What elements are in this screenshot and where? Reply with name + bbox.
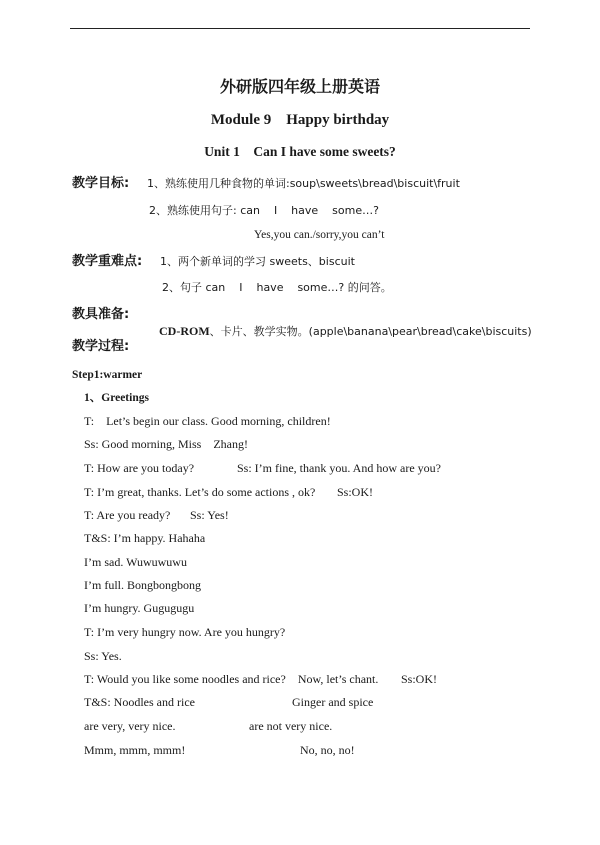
header-rule (70, 28, 530, 29)
chant-line: are not very nice. (249, 719, 333, 733)
unit-title: Unit 1 Can I have some sweets? (204, 144, 396, 159)
dialogue-line: T&S: I’m happy. Hahaha (84, 531, 206, 545)
dialogue-line: Ss: I’m fine, thank you. And how are you? (237, 461, 441, 475)
dialogue-line: I’m hungry. Gugugugu (84, 601, 195, 615)
dialogue-line: T: Are you ready? (84, 508, 171, 522)
difficulties-item-2: 2、句子 can I have some…? 的问答。 (162, 281, 392, 294)
dialogue-line: T: I’m great, thanks. Let’s do some actions , ok? (84, 485, 316, 499)
chant-line: are very, very nice. (84, 719, 176, 733)
dialogue-line: Ss:OK! (337, 485, 374, 499)
dialogue-line: T: How are you today? (84, 461, 195, 475)
difficulties-item-1: 1、两个新单词的学习 sweets、biscuit (160, 255, 355, 268)
materials-label: 教具准备: (72, 307, 130, 322)
document-title: 外研版四年级上册英语 (219, 77, 380, 96)
chant-line: Mmm, mmm, mmm! (84, 743, 186, 757)
process-label: 教学过程: (72, 339, 130, 354)
materials-cdrom: CD-ROM (159, 324, 210, 338)
goals-item-1: 1、熟练使用几种食物的单词:soup\sweets\bread\biscuit\fruit (147, 177, 460, 190)
goals-label: 教学目标: (72, 176, 130, 191)
dialogue-line: Ss: Yes! (190, 508, 229, 522)
chant-line: No, no, no! (300, 743, 355, 757)
difficulties-label: 教学重难点: (72, 254, 143, 269)
chant-line: T&S: Noodles and rice (84, 695, 195, 709)
goals-item-2: 2、熟练使用句子: can I have some…? (149, 204, 379, 217)
dialogue-line: I’m full. Bongbongbong (84, 578, 201, 592)
dialogue-line: I’m sad. Wuwuwuwu (84, 555, 187, 569)
dialogue-line: Ss: Yes. (84, 649, 122, 663)
materials-list: 、卡片、教学实物。(apple\banana\pear\bread\cake\biscuits) (209, 325, 532, 338)
dialogue-line: T: Let’s begin our class. Good morning, children! (84, 414, 331, 428)
dialogue-line: Ss: Good morning, Miss Zhang! (84, 437, 249, 451)
goals-item-2-answer: Yes,you can./sorry,you can’t (254, 229, 385, 241)
materials-content (153, 307, 532, 340)
dialogue-line: Ss:OK! (401, 672, 438, 686)
greetings-heading: 1、Greetings (84, 392, 149, 404)
dialogue-line: T: Would you like some noodles and rice? Now, let’s chant. (84, 672, 379, 686)
dialogue-line: T: I’m very hungry now. Are you hungry? (84, 625, 286, 639)
module-title: Module 9 Happy birthday (210, 112, 390, 128)
step-1-heading: Step1:warmer (72, 369, 143, 381)
chant-line: Ginger and spice (292, 695, 374, 709)
